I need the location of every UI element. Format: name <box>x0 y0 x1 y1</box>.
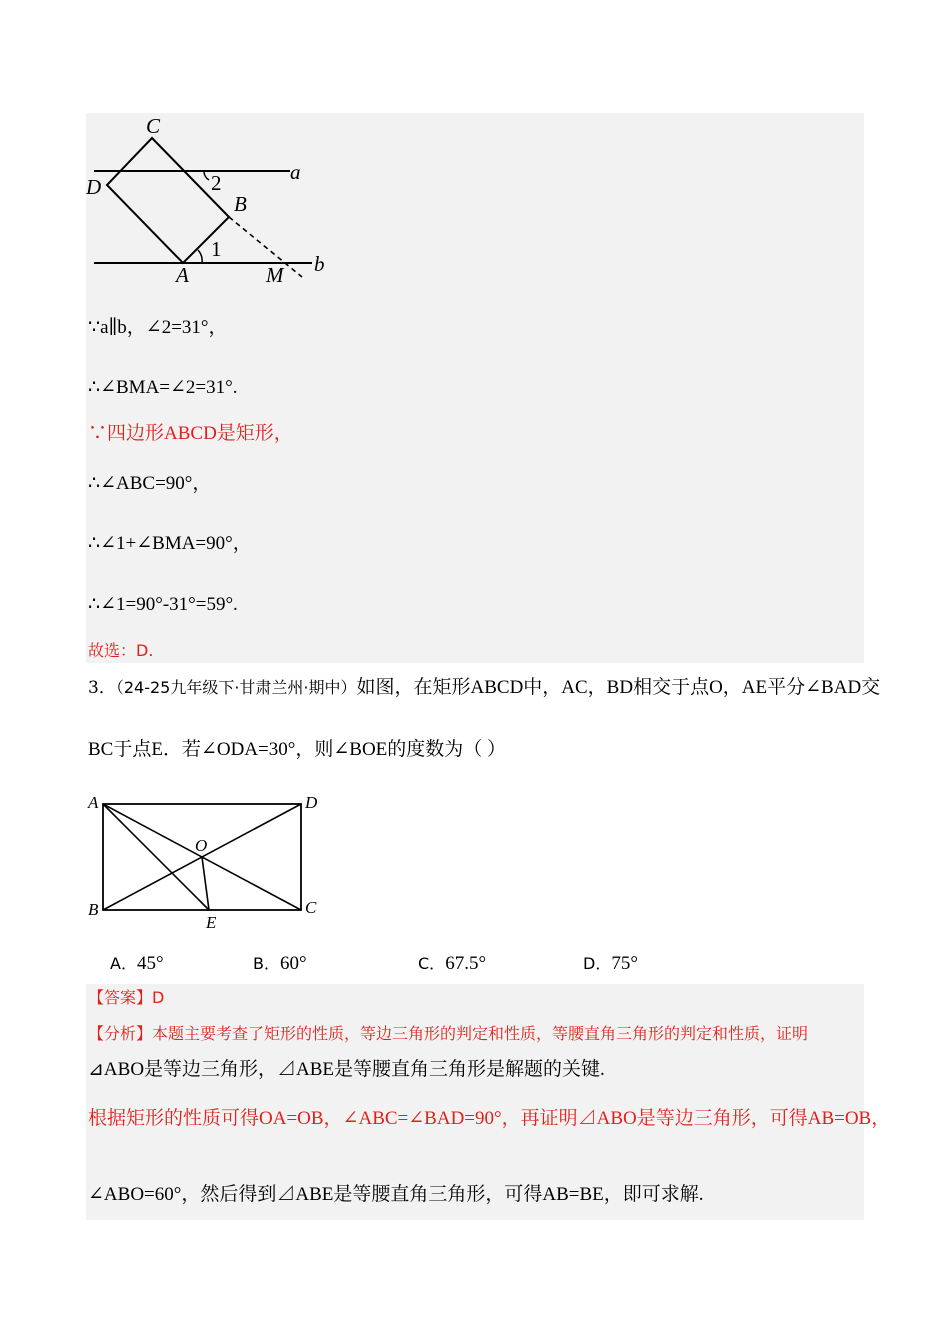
step-4: ∴∠ABC=90°， <box>88 473 212 494</box>
fig1-label-c: C <box>146 114 161 138</box>
option-a-letter: A． <box>110 954 137 973</box>
option-b[interactable] <box>253 951 307 975</box>
option-a[interactable] <box>110 951 164 975</box>
analysis-line-2: ⊿ABO是等边三角形，⊿ABE是等腰直角三角形是解题的关键. <box>88 1059 605 1080</box>
option-d-value: 75° <box>611 953 638 974</box>
fig1-label-line-b: b <box>314 252 325 276</box>
answer-tag: 【答案】 <box>88 988 153 1007</box>
step-6: ∴∠1=90°-31°=59°. <box>88 594 238 615</box>
fig2-label-o: O <box>195 836 208 855</box>
step-choice: 故选：D. <box>88 641 154 660</box>
question-number: 3． <box>88 678 116 698</box>
analysis-line-1 <box>88 1023 808 1045</box>
analysis-line-3: 根据矩形的性质可得OA=OB，∠ABC=∠BAD=90°，再证明⊿ABO是等边三角形，可得AB=OB， <box>88 1108 891 1129</box>
analysis-tag: 【分析】 <box>88 1024 153 1043</box>
option-c-value: 67.5° <box>445 953 487 974</box>
question-3-line1 <box>88 677 880 699</box>
question-stem-2: BC于点E．若∠ODA=30°，则∠BOE的度数为（ ） <box>88 739 507 760</box>
analysis-text-1: 本题主要考查了矩形的性质，等边三角形的判定和性质，等腰直角三角形的判定和性质，证明 <box>152 1024 809 1043</box>
question-source: （24-25九年级下·甘肃兰州·期中） <box>115 678 357 697</box>
fig1-label-a: A <box>176 263 189 287</box>
question-stem-1: 如图，在矩形ABCD中，AC，BD相交于点O，AE平分∠BAD交 <box>356 677 881 698</box>
step-2: ∴∠BMA=∠2=31°. <box>88 377 238 398</box>
answer-line <box>88 987 164 1009</box>
fig2-label-a: A <box>88 793 99 812</box>
fig2-label-e: E <box>206 913 217 932</box>
step-5: ∴∠1+∠BMA=90°， <box>88 533 252 554</box>
option-b-letter: B． <box>253 954 280 973</box>
fig2-label-d: D <box>305 793 318 812</box>
fig1-label-b: B <box>234 192 247 216</box>
fig1-label-m: M <box>266 263 284 287</box>
figure-rectangle <box>84 792 324 934</box>
answer-value: D <box>152 988 165 1007</box>
option-c-letter: C． <box>418 954 446 973</box>
option-d[interactable] <box>583 951 638 975</box>
fig1-label-d: D <box>86 175 102 199</box>
fig2-label-b: B <box>88 900 99 919</box>
option-d-letter: D． <box>583 954 612 973</box>
analysis-line-4: ∠ABO=60°，然后得到⊿ABE是等腰直角三角形，可得AB=BE，即可求解. <box>88 1184 704 1205</box>
fig1-label-line-a: a <box>290 160 301 184</box>
option-c[interactable] <box>418 951 486 975</box>
option-a-value: 45° <box>136 953 164 974</box>
fig1-angle-2: 2 <box>211 171 222 195</box>
fig2-label-c: C <box>305 898 317 917</box>
step-1: ∵a∥b，∠2=31°， <box>88 317 228 338</box>
step-3: ∵四边形ABCD是矩形， <box>88 423 293 444</box>
option-b-value: 60° <box>279 953 307 974</box>
fig1-angle-1: 1 <box>211 237 222 261</box>
figure-parallel-lines <box>84 114 334 292</box>
